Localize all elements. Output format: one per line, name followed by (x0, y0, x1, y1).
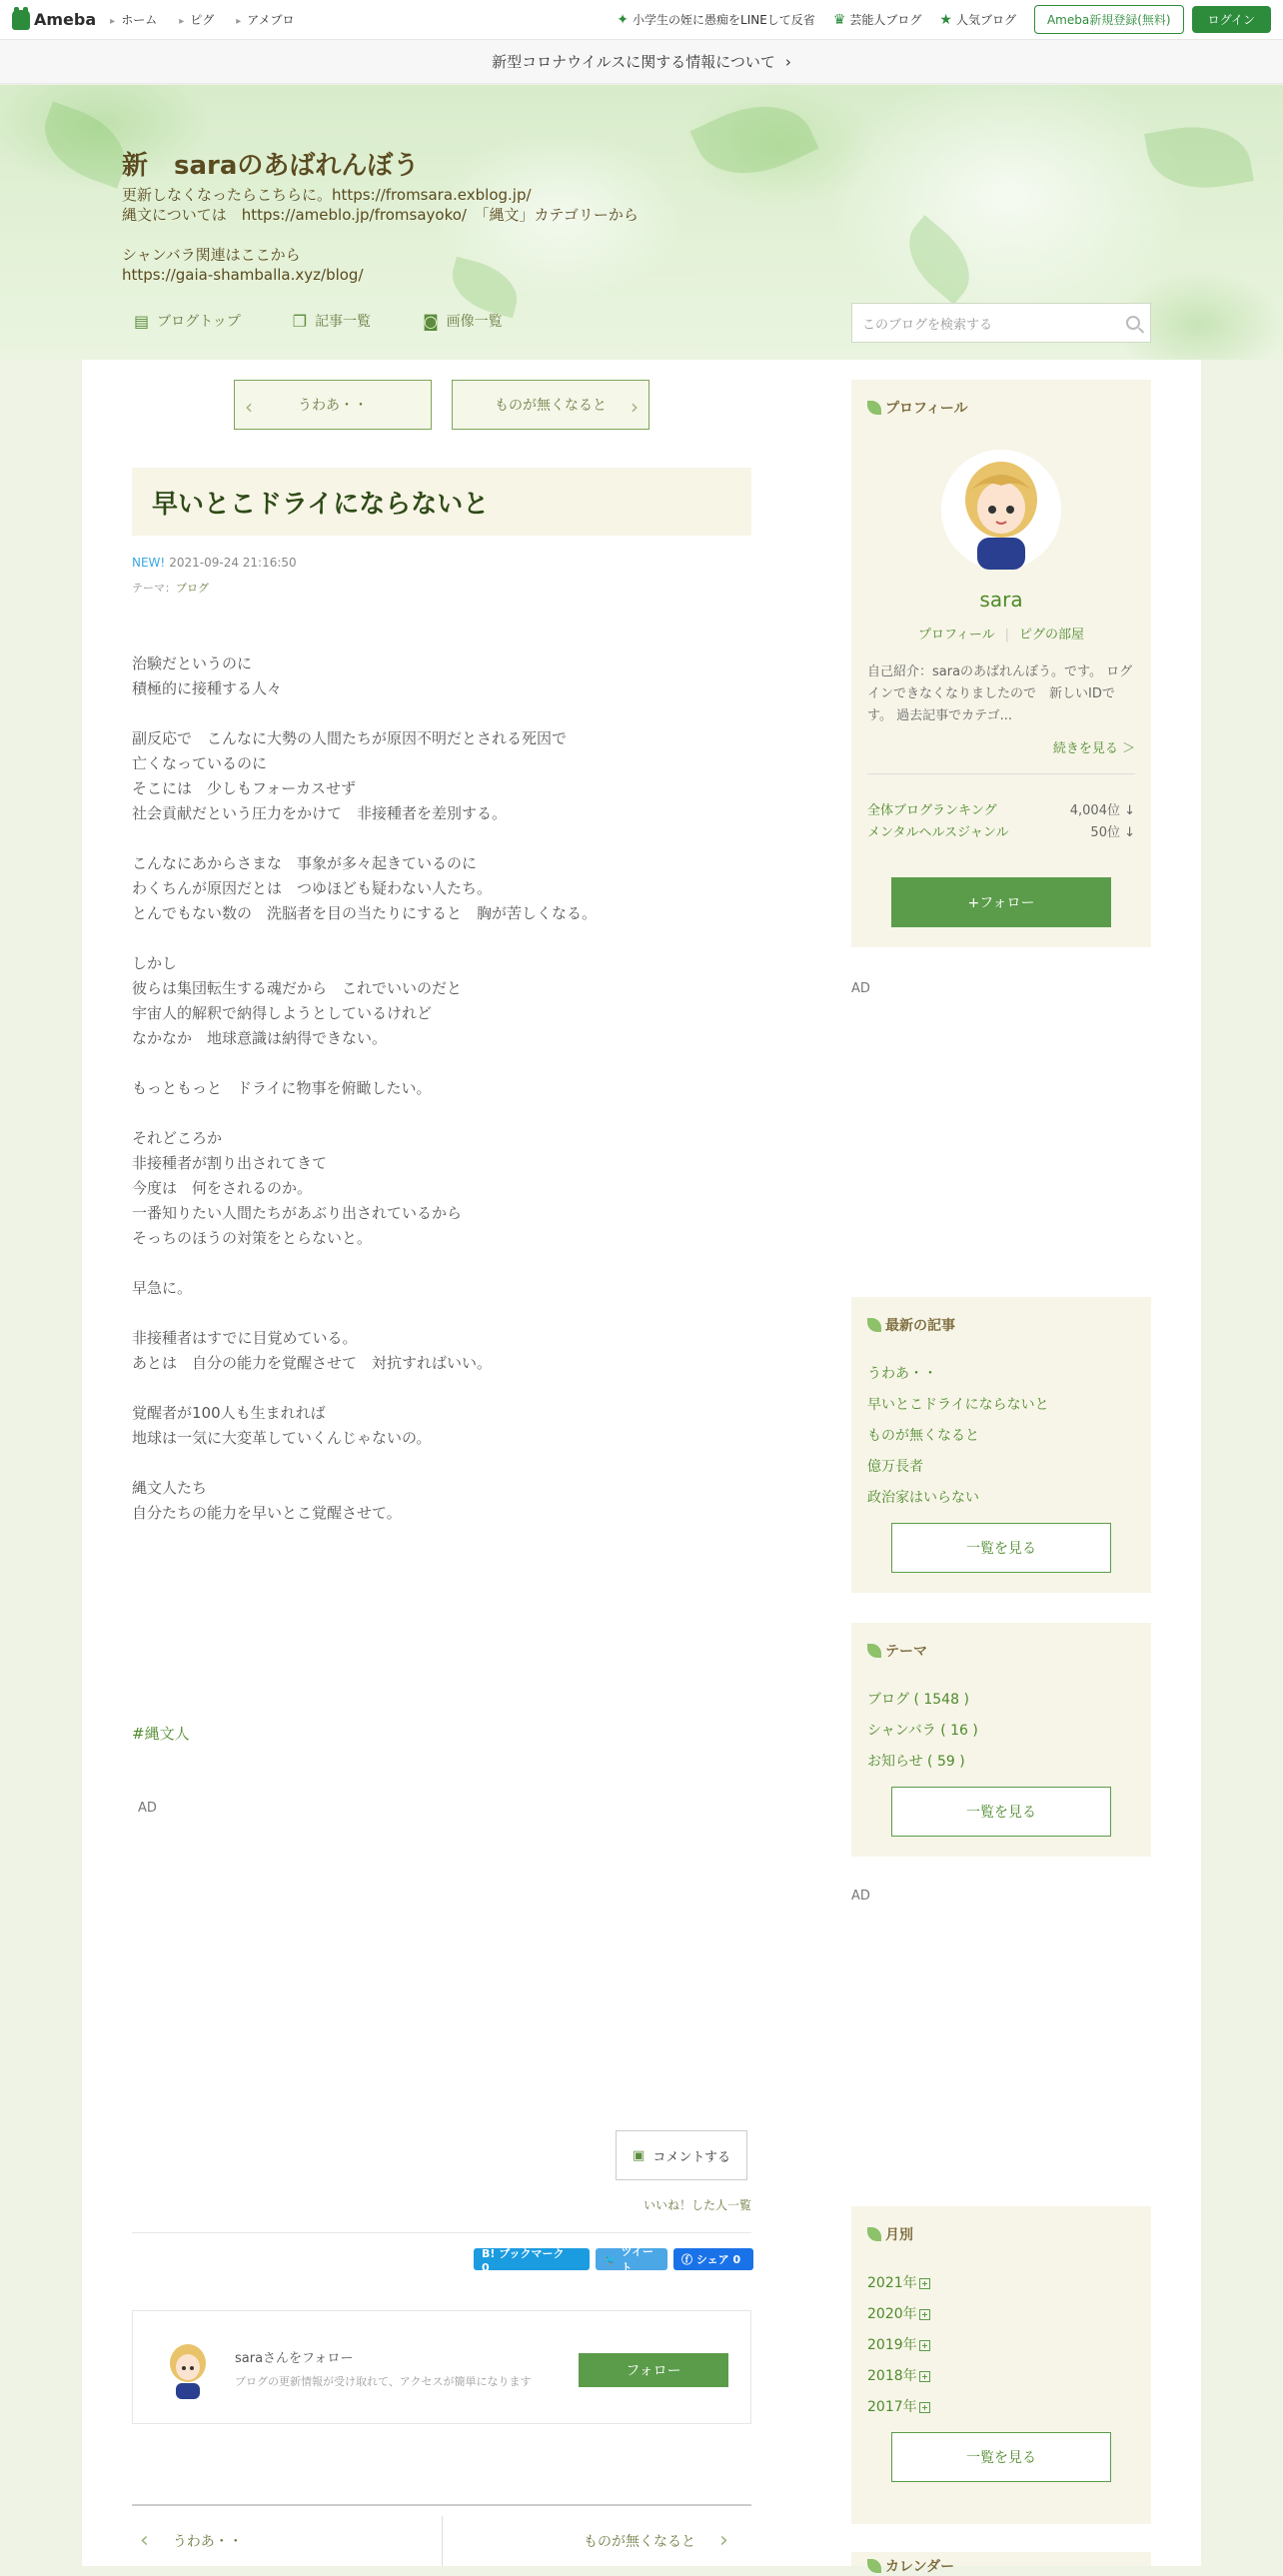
blog-search-input[interactable]: このブログを検索する (851, 303, 1151, 343)
divider (867, 773, 1135, 774)
avatar (157, 2337, 219, 2399)
article-list-link[interactable]: ❐ 記事一覧 (292, 311, 372, 331)
image-list-link[interactable]: ◙ 画像一覧 (423, 311, 503, 331)
leaf-icon (867, 401, 881, 415)
nav-home[interactable]: ▸ ホーム (110, 11, 157, 28)
crown-icon: ♛ (832, 11, 846, 28)
ranking-value: 50位 ↓ (1090, 825, 1135, 840)
plus-box-icon[interactable] (919, 2371, 930, 2382)
next-article-button[interactable]: ものが無くなると › (452, 380, 649, 430)
leaf-icon (867, 2227, 881, 2241)
recent-article-link[interactable]: 早いとこドライにならないと (867, 1397, 1049, 1413)
search-icon[interactable] (1126, 316, 1140, 330)
article-title[interactable]: 早いとこドライにならないと (132, 468, 751, 536)
follow-title: saraさんをフォロー (235, 2351, 354, 2366)
article-theme: テーマ：ブログ (132, 582, 209, 595)
leaf-icon (867, 1644, 881, 1658)
leaf-decoration (892, 215, 985, 305)
trending-link[interactable]: ✦ 小学生の姪に愚痴をLINEして反省 (617, 11, 815, 28)
iine-list-link[interactable]: いいね！した人一覧 (642, 2198, 751, 2212)
plus-box-icon[interactable] (919, 2402, 930, 2413)
recent-article-link[interactable]: 億万長者 (867, 1459, 923, 1475)
plus-box-icon[interactable] (919, 2278, 930, 2289)
plus-box-icon[interactable] (919, 2340, 930, 2351)
profile-links: プロフィール | ピグの部屋 (917, 628, 1085, 643)
recent-articles-card: 最新の記事 うわあ・・ 早いとこドライにならないと ものが無くなると 億万長者 政治家はいらない 一覧を見る (851, 1297, 1151, 1593)
covid-notice-link[interactable]: 新型コロナウイルスに関する情報について › (0, 40, 1283, 84)
ranking-row (867, 799, 1135, 818)
twitter-icon: 🐦 (604, 2252, 618, 2266)
star-icon: ★ (939, 11, 952, 28)
leaf-decoration (1144, 117, 1254, 198)
monthly-see-all-button[interactable]: 一覧を見る (891, 2432, 1111, 2482)
chevron-right-icon: › (631, 395, 639, 419)
blog-description: 更新しなくなったらこちらに。https://fromsara.exblog.jp/ 縄文については https://ameblo.jp/fromsayoko/ 「縄文」カテゴリーから シャンバラ関連はここから https://gaia-shamballa.xyz/blog/ (122, 186, 639, 284)
leaf-icon (867, 1318, 881, 1332)
leaf-icon (867, 2559, 881, 2573)
divider (132, 2504, 751, 2506)
hashtag-link[interactable]: #縄文人 (132, 1725, 190, 1743)
recent-article-link[interactable]: 政治家はいらない (867, 1490, 979, 1506)
month-archive-link[interactable]: 2021年 (867, 2272, 930, 2303)
recent-see-all-button[interactable]: 一覧を見る (891, 1523, 1111, 1573)
leaf-decoration (689, 85, 818, 195)
login-button[interactable]: ログイン (1192, 6, 1271, 33)
ameba-logo-icon (12, 10, 30, 30)
month-archive-link[interactable]: 2020年 (867, 2303, 930, 2334)
hatena-bookmark-button[interactable]: B! ブックマーク 0 (474, 2248, 590, 2270)
ranking-name[interactable]: メンタルヘルスジャンル (867, 825, 1009, 840)
comment-button[interactable]: ▣ コメントする (616, 2130, 747, 2180)
sparkle-icon: ✦ (617, 11, 630, 28)
ranking-name[interactable]: 全体ブログランキング (867, 803, 997, 818)
article-body: 治験だというのに 積極的に接種する人々 副反応で こんなに大勢の人間たちが原因不明だとされる死因で 亡くなっているのに そこには 少しもフォーカスせず 社会貢献だという圧力をかけて 非接種者を差別する。 こんなにあからさまな 事象が多々起きているのに わくちんが原因だとは つゆほども疑わない人たち。 とんでもない数の 洗脳者を目の当たりにすると 胸が苦しくなる。 しかし 彼らは集団転生する魂だから これでいいのだと 宇宙人的解釈で納得しようとしているけれど なかなか 地球意識は納得できない。 もっともっと ドライに物事を俯瞰したい。 それどころか 非接種者が割り出されてきて 今度は 何をされるのか。 一番知りたい人間たちがあぶり出されているから そっちのほうの対策をとらないと。 早急に。 非接種者はすでに目覚めている。 あとは 自分の能力を覚醒させて 対抗すればいい。 覚醒者が100人も生まれれば 地球は一気に大変革していくんじゃないの。 縄文人たち 自分たちの能力を早いとこ覚醒させて。 (132, 654, 598, 1522)
follow-subtitle: ブログの更新情報が受け取れて、アクセスが簡単になります (235, 2375, 532, 2388)
facebook-share-button[interactable]: ⓕ シェア 0 (673, 2248, 753, 2270)
theme-link[interactable]: ブログ (176, 582, 209, 595)
recent-article-link[interactable]: ものが無くなると (867, 1428, 979, 1444)
chevron-right-icon: › (719, 2528, 728, 2553)
bottom-prev-article[interactable]: ‹ うわあ・・ (140, 2528, 243, 2553)
recent-article-link[interactable]: うわあ・・ (867, 1366, 937, 1382)
divider (442, 2516, 443, 2566)
celebrity-blog-link[interactable]: ♛ 芸能人ブログ (832, 11, 922, 28)
profile-name[interactable]: sara (979, 588, 1023, 612)
month-archive-link[interactable]: 2019年 (867, 2334, 930, 2365)
profile-link[interactable]: プロフィール (917, 628, 995, 643)
theme-link[interactable]: お知らせ ( 59 ) (867, 1754, 965, 1770)
monthly-card: 月別 2021年 2020年 2019年 2018年 2017年 一覧を見る (851, 2206, 1151, 2524)
document-icon: ▤ (134, 311, 150, 331)
facebook-icon: ⓕ (681, 2253, 692, 2266)
ad-label: AD (851, 1889, 870, 1904)
follow-box (132, 2310, 751, 2424)
profile-intro: 自己紹介：saraのあばれんぼう。です。 ログインできなくなりましたので 新しいIDです。 過去記事でカテゴ... (867, 664, 1133, 723)
global-nav (110, 11, 294, 28)
bottom-next-article[interactable]: ものが無くなると › (584, 2528, 728, 2553)
register-button[interactable]: Ameba新規登録(無料) (1034, 5, 1184, 34)
ameba-logo[interactable]: Ameba (12, 10, 96, 30)
global-bar (0, 0, 1283, 40)
calendar-card: カレンダー (851, 2552, 1151, 2566)
profile-card: プロフィール sara プロフィール | ピグの部屋 自己紹介：saraのあばれんぼう。です。 ログインできなくなりましたので 新しいIDです。 過去記事でカテゴ... 続きを見る ＞ 全体ブログランキング 4,004位 ↓ メンタルヘルスジャンル 50位 ↓ +フォロー (851, 380, 1151, 947)
comment-icon: ▣ (633, 2147, 645, 2163)
chevron-right-icon: › (784, 52, 791, 71)
nav-pigg[interactable]: ▸ ピグ (179, 11, 214, 28)
tweet-button[interactable]: 🐦 ツイート (596, 2248, 667, 2270)
divider (132, 2232, 751, 2233)
copy-icon: ❐ (292, 311, 308, 331)
popular-blog-link[interactable]: ★ 人気ブログ (939, 11, 1016, 28)
month-archive-link[interactable]: 2018年 (867, 2365, 930, 2396)
theme-card: テーマ ブログ ( 1548 ) シャンバラ ( 16 ) お知らせ ( 59 ) 一覧を見る (851, 1623, 1151, 1857)
camera-icon: ◙ (423, 311, 439, 331)
read-more-link[interactable]: 続きを見る ＞ (1052, 741, 1135, 756)
main-content (82, 360, 1201, 2575)
prev-article-button[interactable]: ‹ うわあ・・ (234, 380, 432, 430)
ad-label: AD (851, 981, 870, 996)
month-archive-link[interactable]: 2017年 (867, 2396, 930, 2427)
theme-link[interactable]: シャンバラ ( 16 ) (867, 1723, 978, 1739)
ad-label: AD (138, 1801, 157, 1816)
blog-nav (134, 311, 503, 331)
share-buttons (474, 2245, 753, 2274)
chevron-left-icon: ‹ (245, 395, 253, 419)
nav-ameblo[interactable]: ▸ アメブロ (236, 11, 294, 28)
plus-box-icon[interactable] (919, 2309, 930, 2320)
blog-title[interactable]: 新 saraのあばれんぼう (122, 151, 420, 181)
chevron-left-icon: ‹ (140, 2528, 149, 2553)
profile-follow-button[interactable]: +フォロー (891, 877, 1111, 927)
ranking-value: 4,004位 ↓ (1069, 803, 1135, 818)
follow-button[interactable]: フォロー (579, 2353, 728, 2387)
article-date: NEW! 2021-09-24 21:16:50 (132, 556, 297, 570)
pigg-room-link[interactable]: ピグの部屋 (1019, 628, 1085, 643)
blog-top-link[interactable]: ▤ ブログトップ (134, 311, 241, 331)
ranking-row (867, 821, 1135, 840)
profile-avatar[interactable] (941, 450, 1061, 570)
blog-header (0, 85, 1283, 360)
theme-link[interactable]: ブログ ( 1548 ) (867, 1692, 969, 1708)
theme-see-all-button[interactable]: 一覧を見る (891, 1787, 1111, 1837)
